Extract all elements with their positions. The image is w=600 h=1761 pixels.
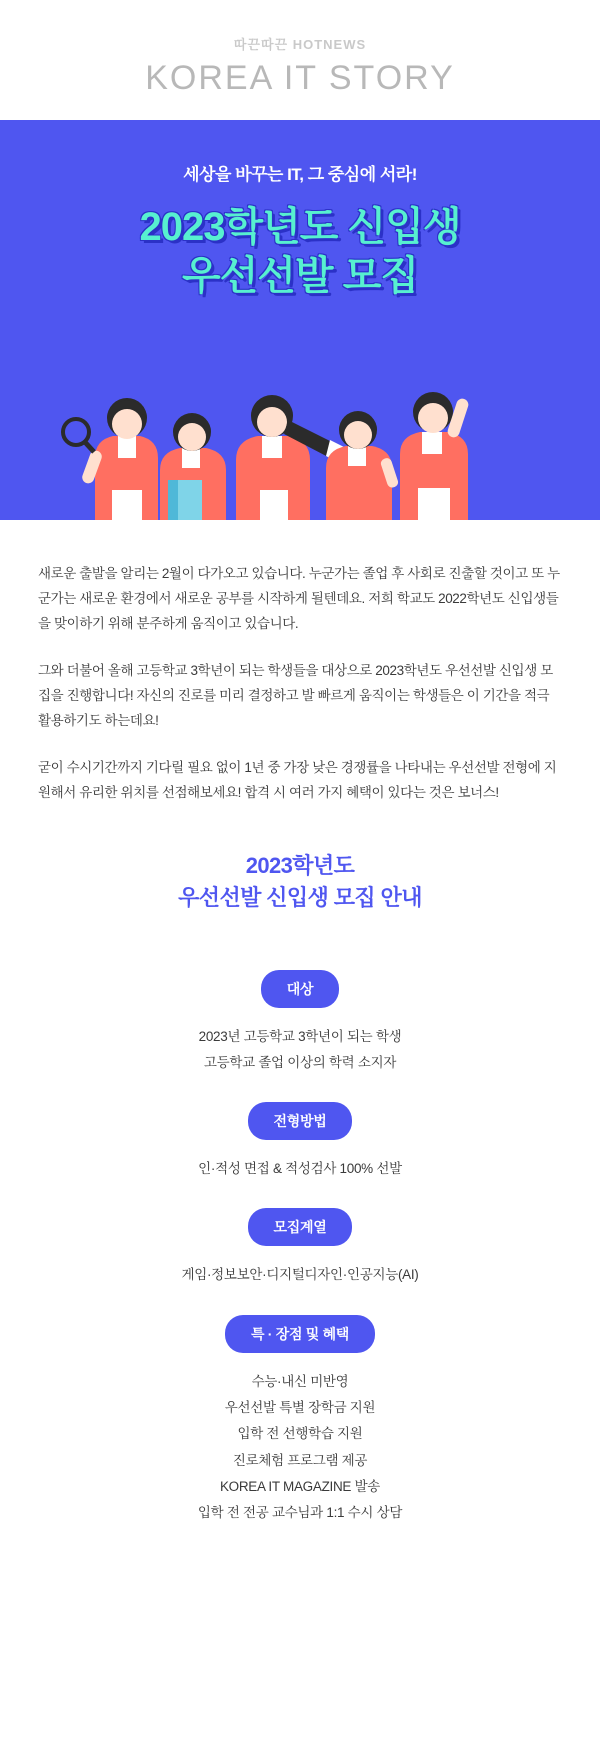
recruitment-section xyxy=(0,816,600,1567)
block-line: 수능·내신 미반영 xyxy=(251,1373,349,1389)
section-title xyxy=(38,850,562,914)
intro-paragraph-3: 굳이 수시기간까지 기다릴 필요 없이 1년 중 가장 낮은 경쟁률을 나타내는 우선선발 전형에 지원해서 유리한 위치를 선점해보세요! 합격 시 여러 가지 혜택이 있다는 것은 보너스! xyxy=(38,759,557,800)
intro-paragraph-2: 그와 더불어 올해 고등학교 3학년이 되는 학생들을 대상으로 2023학년도 우선선발 신입생 모집을 진행합니다! 자신의 진로를 미리 결정하고 발 빠르게 움직이는 학생들은 이 기간을 적극 활용하기도 하는데요! xyxy=(38,662,553,728)
block-pill-benefits: 특 · 장점 및 혜택 xyxy=(225,1315,375,1353)
students-illustration xyxy=(0,340,600,520)
block-line: 고등학교 졸업 이상의 학력 소지자 xyxy=(203,1054,397,1070)
hero-banner xyxy=(0,120,600,520)
block-line: KOREA IT MAGAZINE 발송 xyxy=(219,1479,381,1495)
block-line: 게임·정보보안·디지털디자인·인공지능(AI) xyxy=(181,1267,419,1283)
block-line: 인·적성 면접 & 적성검사 100% 선발 xyxy=(198,1161,402,1177)
masthead xyxy=(0,0,600,120)
block-line: 2023년 고등학교 3학년이 되는 학생 xyxy=(198,1028,402,1044)
block-lines-method xyxy=(38,1156,562,1182)
masthead-title: KOREA IT STORY xyxy=(145,59,455,97)
intro-paragraph-1: 새로운 출발을 알리는 2월이 다가오고 있습니다. 누군가는 졸업 후 사회로 진출할 것이고 또 누군가는 새로운 환경에서 새로운 공부를 시작하게 될텐데요. 저희 학교도 2022학년도 신입생들을 맞이하기 위해 분주하게 움직이고 있습니다. xyxy=(38,566,560,631)
info-block-method xyxy=(38,1076,562,1182)
hero-title xyxy=(0,203,600,301)
intro-copy xyxy=(0,520,600,816)
block-line: 진로체험 프로그램 제공 xyxy=(232,1452,368,1468)
info-block-target xyxy=(38,944,562,1077)
block-pill-majors: 모집계열 xyxy=(248,1208,353,1246)
hero-lead-text: 세상을 바꾸는 IT, 그 중심에 서라! xyxy=(183,165,417,184)
hero-title-line1: 2023학년도 신입생 xyxy=(139,205,461,249)
info-block-benefits xyxy=(38,1289,562,1527)
hero-title-line2: 우선선발 모집 xyxy=(182,253,418,298)
masthead-kicker: 따끈따끈 HOTNEWS xyxy=(233,37,367,52)
info-block-majors xyxy=(38,1182,562,1288)
block-line: 입학 전 전공 교수님과 1:1 수시 상담 xyxy=(197,1505,403,1521)
section-title-line1: 2023학년도 xyxy=(245,852,355,878)
block-line: 우선선발 특별 장학금 지원 xyxy=(224,1400,376,1416)
block-lines-target xyxy=(38,1024,562,1077)
block-lines-majors xyxy=(38,1262,562,1288)
block-lines-benefits xyxy=(38,1369,562,1527)
block-pill-method: 전형방법 xyxy=(248,1102,353,1140)
block-line: 입학 전 선행학습 지원 xyxy=(237,1426,363,1442)
block-pill-target: 대상 xyxy=(261,970,339,1008)
section-title-line2: 우선선발 신입생 모집 안내 xyxy=(178,884,422,910)
